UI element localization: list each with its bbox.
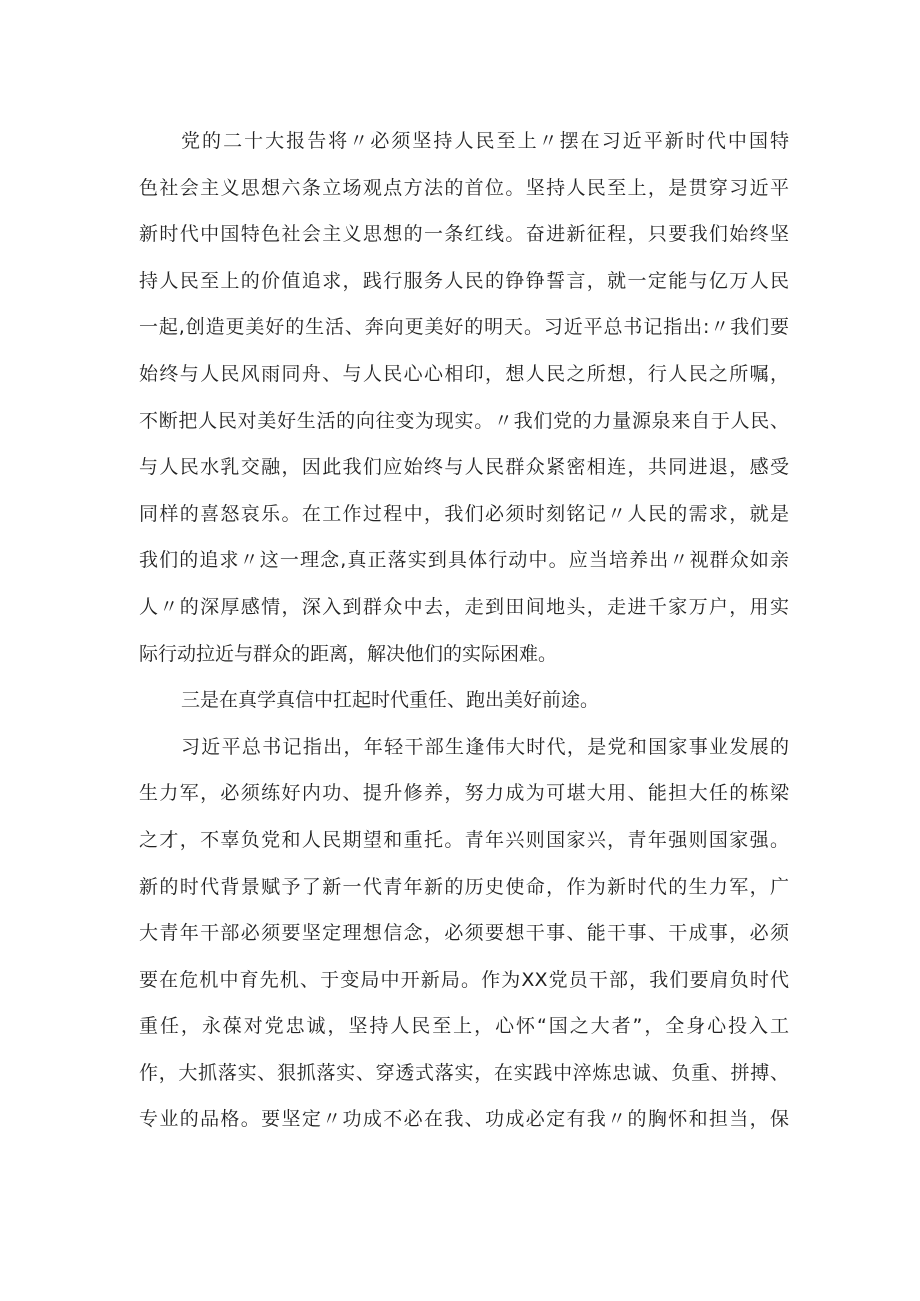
paragraph-3-line-8: 作，大抓落实、狠抓落实、穿透式落实，在实践中淬炼忠诚、负重、拼搏、 — [139, 1061, 789, 1084]
paragraph-1-line-12: 际行动拉近与群众的距离，解决他们的实际困难。 — [139, 642, 558, 665]
paragraph-3-line-1: 习近平总书记指出，年轻干部生逢伟大时代，是党和国家事业发展的 — [181, 735, 789, 758]
paragraph-1-line-9: 同样的喜怒哀乐。在工作过程中，我们必须时刻铭记〃人民的需求，就是 — [139, 502, 789, 525]
paragraph-1-line-8: 与人民水乳交融，因此我们应始终与人民群众紧密相连，共同进退，感受 — [139, 456, 789, 479]
section-heading: 三是在真学真信中扛起时代重任、跑出美好前途。 — [181, 689, 600, 712]
paragraph-1-line-3: 新时代中国特色社会主义思想的一条红线。奋进新征程，只要我们始终坚 — [139, 223, 789, 246]
paragraph-3-line-9: 专业的品格。要坚定〃功成不必在我、功成必定有我〃的胸怀和担当，保 — [139, 1108, 789, 1131]
paragraph-1-line-1: 党的二十大报告将〃必须坚持人民至上〃摆在习近平新时代中国特 — [181, 130, 789, 152]
paragraph-3-line-3: 之才，不辜负党和人民期望和重托。青年兴则国家兴，青年强则国家强。 — [139, 828, 789, 851]
paragraph-1-line-6: 始终与人民风雨同舟、与人民心心相印，想人民之所想，行人民之所嘱， — [139, 362, 789, 385]
paragraph-1-line-10: 我们的追求〃这一理念,真正落实到具体行动中。应当培养出〃视群众如亲 — [139, 549, 789, 572]
paragraph-1-line-5: 一起,创造更美好的生活、奔向更美好的明天。习近平总书记指出:〃我们要 — [139, 316, 789, 339]
paragraph-1-line-11: 人〃的深厚感情，深入到群众中去，走到田间地头，走进千家万户，用实 — [139, 595, 789, 618]
paragraph-3-line-6: 要在危机中育先机、于变局中开新局。作为XX党员干部，我们要肩负时代 — [139, 968, 789, 991]
paragraph-1-line-4: 持人民至上的价值追求，践行服务人民的铮铮誓言，就一定能与亿万人民 — [139, 269, 789, 292]
paragraph-3-line-4: 新的时代背景赋予了新一代青年新的历史使命，作为新时代的生力军，广 — [139, 875, 789, 898]
document-body — [139, 118, 789, 1143]
paragraph-3-line-5: 大青年干部必须要坚定理想信念，必须要想干事、能干事、干成事，必须 — [139, 922, 789, 945]
paragraph-3-line-7: 重任，永葆对党忠诚，坚持人民至上，心怀“国之大者”，全身心投入工 — [139, 1015, 789, 1038]
paragraph-1-line-2: 色社会主义思想六条立场观点方法的首位。坚持人民至上，是贯穿习近平 — [139, 176, 789, 199]
paragraph-1-line-7: 不断把人民对美好生活的向往变为现实。〃我们党的力量源泉来自于人民、 — [139, 409, 789, 432]
paragraph-3-line-2: 生力军，必须练好内功、提升修养，努力成为可堪大用、能担大任的栋梁 — [139, 782, 789, 805]
